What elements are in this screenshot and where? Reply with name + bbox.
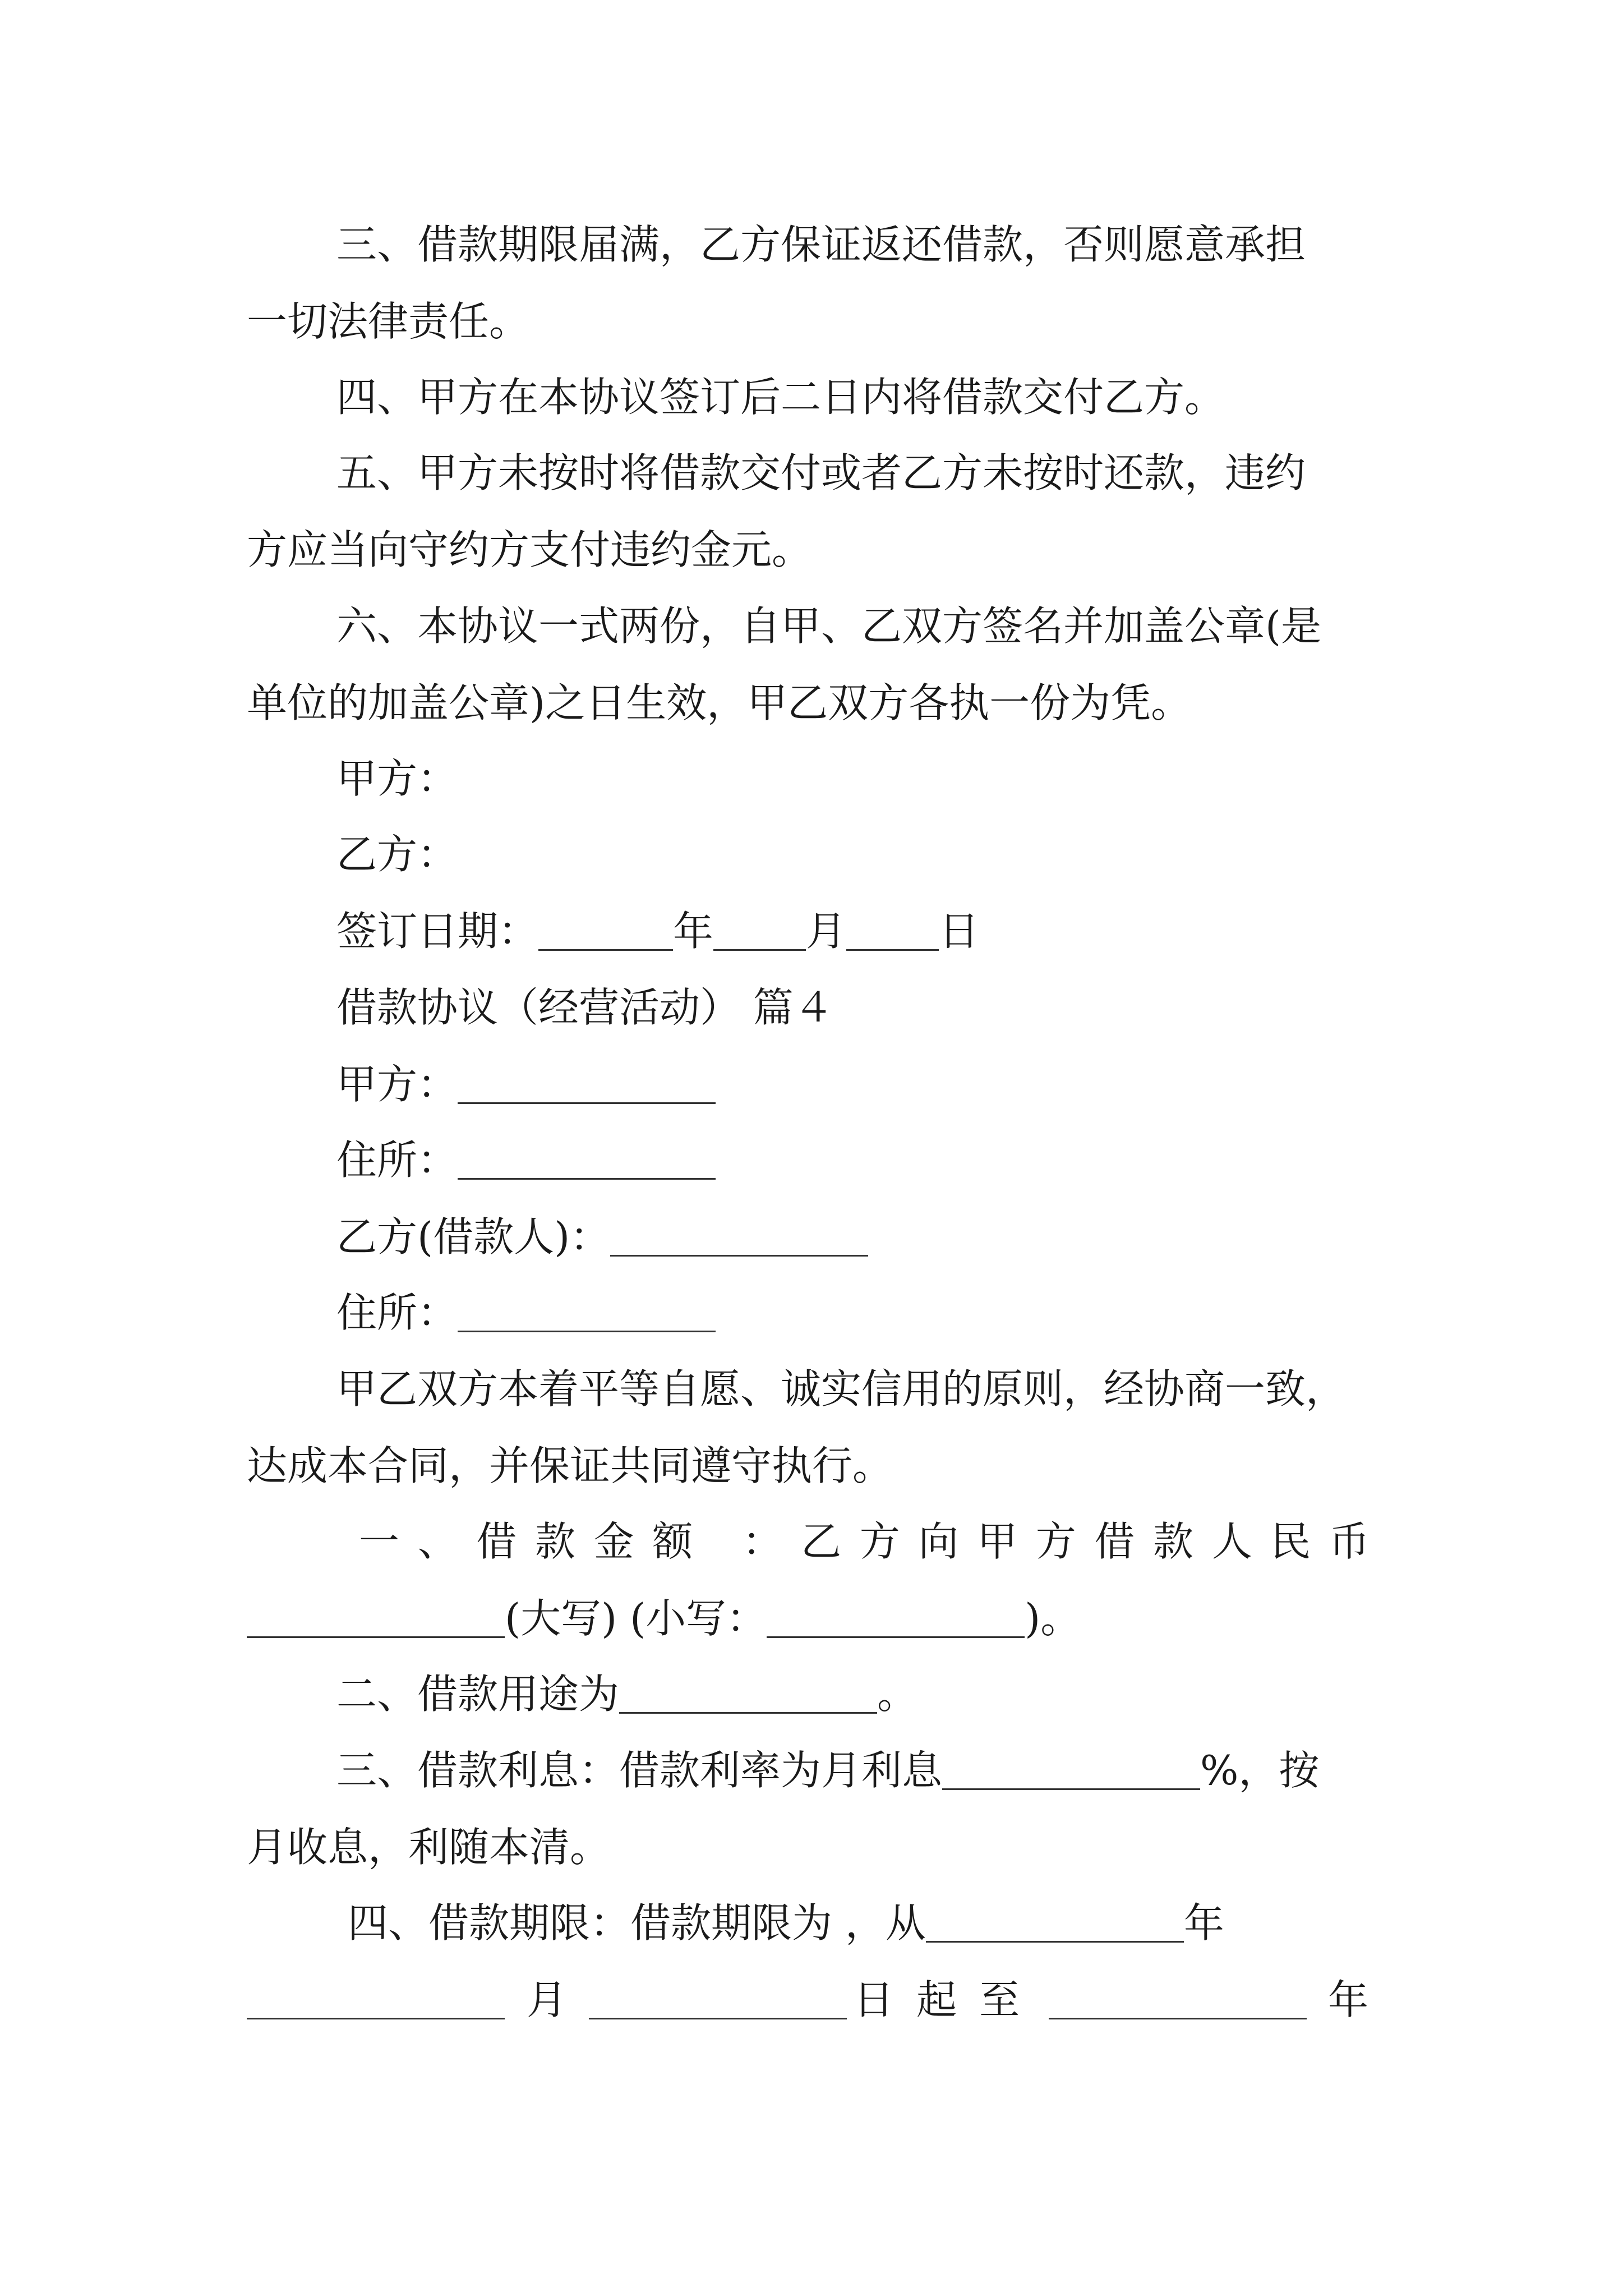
end-year-blank bbox=[1049, 1977, 1307, 2019]
end-year-label: 年 bbox=[1327, 1976, 1368, 2023]
party-b-signature: 乙方： bbox=[336, 831, 458, 878]
party-b-blank bbox=[610, 1214, 868, 1257]
amount-labels: (大写) (小写： bbox=[505, 1595, 767, 1642]
month-label: 月 bbox=[806, 908, 847, 955]
party-b-address-field bbox=[336, 1286, 716, 1340]
loan-interest-line-1 bbox=[336, 1743, 1319, 1797]
loan-interest-label: 三、借款利息：借款利率为月利息 bbox=[336, 1747, 943, 1794]
clause-6-line-1: 六、本协议一式两份，自甲、乙双方签名并加盖公章(是 bbox=[336, 602, 1322, 650]
amount-close: )。 bbox=[1025, 1595, 1081, 1642]
start-year-blank bbox=[926, 1901, 1184, 1943]
party-a-label: 甲方： bbox=[336, 1061, 458, 1108]
day-blank bbox=[846, 909, 939, 951]
clause-4: 四、甲方在本协议签订后二日内将借款交付乙方。 bbox=[336, 374, 1225, 421]
until-label: 日起至 bbox=[853, 1976, 1042, 2023]
party-b-label: 乙方(借款人)： bbox=[336, 1213, 611, 1260]
clause-3-line-2: 一切法律责任。 bbox=[247, 298, 530, 345]
loan-purpose-label: 二、借款用途为 bbox=[336, 1671, 620, 1718]
clause-5-line-2: 方应当向守约方支付违约金元。 bbox=[247, 526, 813, 573]
loan-purpose-end: 。 bbox=[877, 1671, 918, 1718]
party-a-address-field bbox=[336, 1133, 716, 1187]
loan-purpose bbox=[336, 1667, 917, 1721]
party-a-address-blank bbox=[458, 1138, 716, 1180]
signing-date bbox=[336, 904, 979, 958]
month-blank bbox=[713, 909, 806, 951]
loan-term-line-1 bbox=[348, 1896, 1224, 1950]
amount-uppercase-blank bbox=[247, 1596, 505, 1638]
clause-5-line-1: 五、甲方未按时将借款交付或者乙方未按时还款，违约 bbox=[336, 449, 1306, 496]
year-blank bbox=[538, 909, 673, 951]
party-b-address-label: 住所： bbox=[336, 1289, 458, 1336]
preamble-line-2: 达成本合同，并保证共同遵守执行。 bbox=[247, 1442, 893, 1489]
loan-interest-line-2: 月收息，利随本清。 bbox=[247, 1824, 611, 1871]
preamble-line-1: 甲乙双方本着平等自愿、诚实信用的原则，经协商一致， bbox=[336, 1365, 1347, 1412]
section-heading: 借款协议（经营活动） 篇４ bbox=[336, 984, 834, 1031]
loan-term-line-2 bbox=[247, 1973, 1368, 2027]
start-year-label: 年 bbox=[1183, 1899, 1224, 1947]
loan-term-label: 四、借款期限：借款期限为 ，从 bbox=[348, 1899, 926, 1947]
start-day-blank bbox=[589, 1977, 847, 2019]
party-a-signature: 甲方： bbox=[336, 755, 458, 802]
interest-rate-unit: %，按 bbox=[1200, 1747, 1320, 1794]
clause-6-line-2: 单位的加盖公章)之日生效，甲乙双方各执一份为凭。 bbox=[247, 679, 1192, 726]
amount-lowercase-blank bbox=[767, 1596, 1025, 1638]
loan-amount-line-1: 一、借款金额 ：乙方向甲方借款人民币 bbox=[359, 1518, 1380, 1565]
signing-date-label: 签订日期： bbox=[336, 908, 539, 955]
loan-purpose-blank bbox=[619, 1672, 877, 1714]
start-month-label: 月 bbox=[526, 1976, 567, 2023]
day-label: 日 bbox=[939, 908, 980, 955]
start-month-blank bbox=[247, 1977, 505, 2019]
party-a-blank bbox=[458, 1062, 716, 1104]
party-b-field bbox=[336, 1210, 868, 1264]
loan-amount-line-2 bbox=[247, 1591, 1081, 1645]
interest-rate-blank bbox=[942, 1748, 1200, 1790]
year-label: 年 bbox=[673, 908, 714, 955]
party-a-field bbox=[336, 1057, 716, 1111]
clause-3-line-1: 三、借款期限届满，乙方保证返还借款，否则愿意承担 bbox=[336, 221, 1306, 268]
party-b-address-blank bbox=[458, 1290, 716, 1332]
party-a-address-label: 住所： bbox=[336, 1137, 458, 1184]
